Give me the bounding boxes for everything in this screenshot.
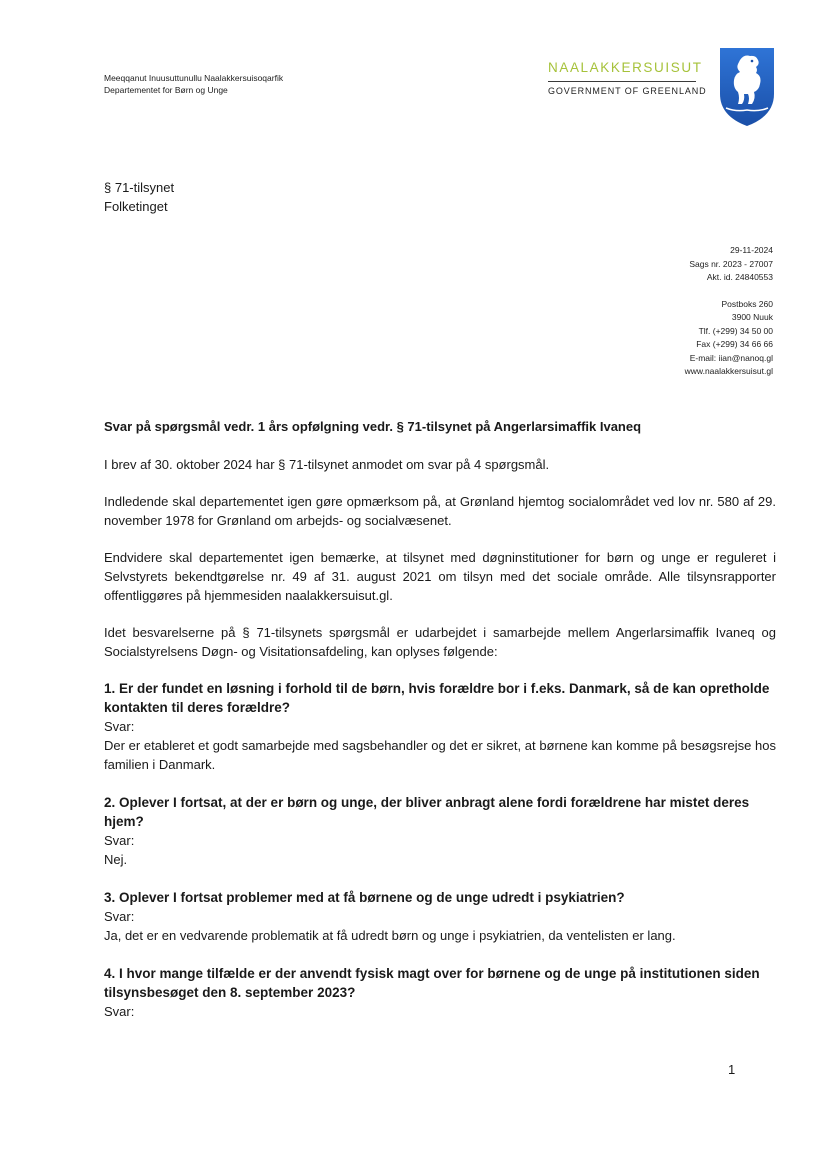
logo-title: NAALAKKERSUISUT <box>548 60 703 75</box>
answer-label: Svar: <box>104 1004 135 1019</box>
question-block <box>104 793 776 869</box>
question-text: 2. Oplever I fortsat, at der er børn og unge, der bliver anbragt alene fordi forældrene har mistet deres hjem? <box>104 795 750 829</box>
answer-label: Svar: <box>104 833 135 848</box>
document-id: Akt. id. 24840553 <box>706 272 773 282</box>
department-name-danish: Departementet for Børn og Unge <box>104 85 228 95</box>
recipient-block <box>104 178 174 216</box>
question-text: 3. Oplever I fortsat problemer med at få børnene og de unge udredt i psykiatrien? <box>104 890 625 905</box>
address-line: 3900 Nuuk <box>731 312 773 322</box>
question-text: 1. Er der fundet en løsning i forhold til de børn, hvis forældre bor i f.eks. Danmark, så de kan opretholde kontakten til deres forældre? <box>104 681 770 715</box>
paragraph: I brev af 30. oktober 2024 har § 71-tilsynet anmodet om svar på 4 spørgsmål. <box>104 457 550 472</box>
answer-text: Nej. <box>104 852 128 867</box>
question-block <box>104 888 776 945</box>
address-line: Postboks 260 <box>721 298 773 309</box>
answer-text: Der er etableret et godt samarbejde med sagsbehandler og det er sikret, at børnene kan komme på besøgsrejse hos familien i Danmark. <box>104 738 776 772</box>
question-block <box>104 964 776 1021</box>
letter-title: Svar på spørgsmål vedr. 1 års opfølgning vedr. § 71-tilsynet på Angerlarsimaffik Ivaneq <box>104 419 642 434</box>
fax-number: Fax (+299) 34 66 66 <box>696 339 773 349</box>
letter-date: 29-11-2024 <box>730 245 773 255</box>
recipient-line: Folketinget <box>104 199 168 214</box>
recipient-line: § 71-tilsynet <box>104 180 175 195</box>
page-number: 1 <box>728 1062 736 1077</box>
answer-text: Ja, det er en vedvarende problematik at få udredt børn og unge i psykiatrien, da ventelisten er lang. <box>104 928 676 943</box>
department-block <box>104 72 283 96</box>
paragraph: Idet besvarelserne på § 71-tilsynets spørgsmål er udarbejdet i samarbejde mellem Angerlarsimaffik Ivaneq og Socialstyrelsens Døgn- og Visitationsafdeling, kan oplyses følgende: <box>104 625 776 659</box>
website-link[interactable]: www.naalakkersuisut.gl <box>684 366 773 376</box>
department-name-greenlandic: Meeqqanut Inuusuttunullu Naalakkersuisoqarfik <box>104 73 284 83</box>
phone-number: Tlf. (+299) 34 50 00 <box>698 325 773 336</box>
question-text: 4. I hvor mange tilfælde er der anvendt fysisk magt over for børnene og de unge på institutionen siden tilsynsbesøget den 8. september 2023? <box>104 966 760 1000</box>
answer-label: Svar: <box>104 909 135 924</box>
polar-bear-shield-icon <box>718 46 776 128</box>
letter-body <box>104 417 776 1040</box>
paragraph: Endvidere skal departementet igen bemærke, at tilsynet med døgninstitutioner for børn og unge er reguleret i Selvstyrets bekendtgørelse nr. 49 af 31. august 2021 om tilsyn med det sociale område. Alle tilsynsrapporter offentliggøres på hjemmesiden naalakkersuisut.gl. <box>104 550 776 603</box>
answer-label: Svar: <box>104 719 135 734</box>
paragraph: Indledende skal departementet igen gøre opmærksom på, at Grønland hjemtog socialområdet ved lov nr. 580 af 29. november 1978 for Grønland om arbejds- og socialvæsenet. <box>104 494 776 528</box>
meta-spacer <box>685 285 773 298</box>
letter-meta <box>685 244 773 379</box>
case-number: Sags nr. 2023 - 27007 <box>689 258 773 269</box>
question-block <box>104 679 776 774</box>
email-address: E-mail: iian@nanoq.gl <box>689 352 773 363</box>
logo-divider <box>548 81 696 82</box>
logo-subtitle: GOVERNMENT OF GREENLAND <box>548 86 707 96</box>
